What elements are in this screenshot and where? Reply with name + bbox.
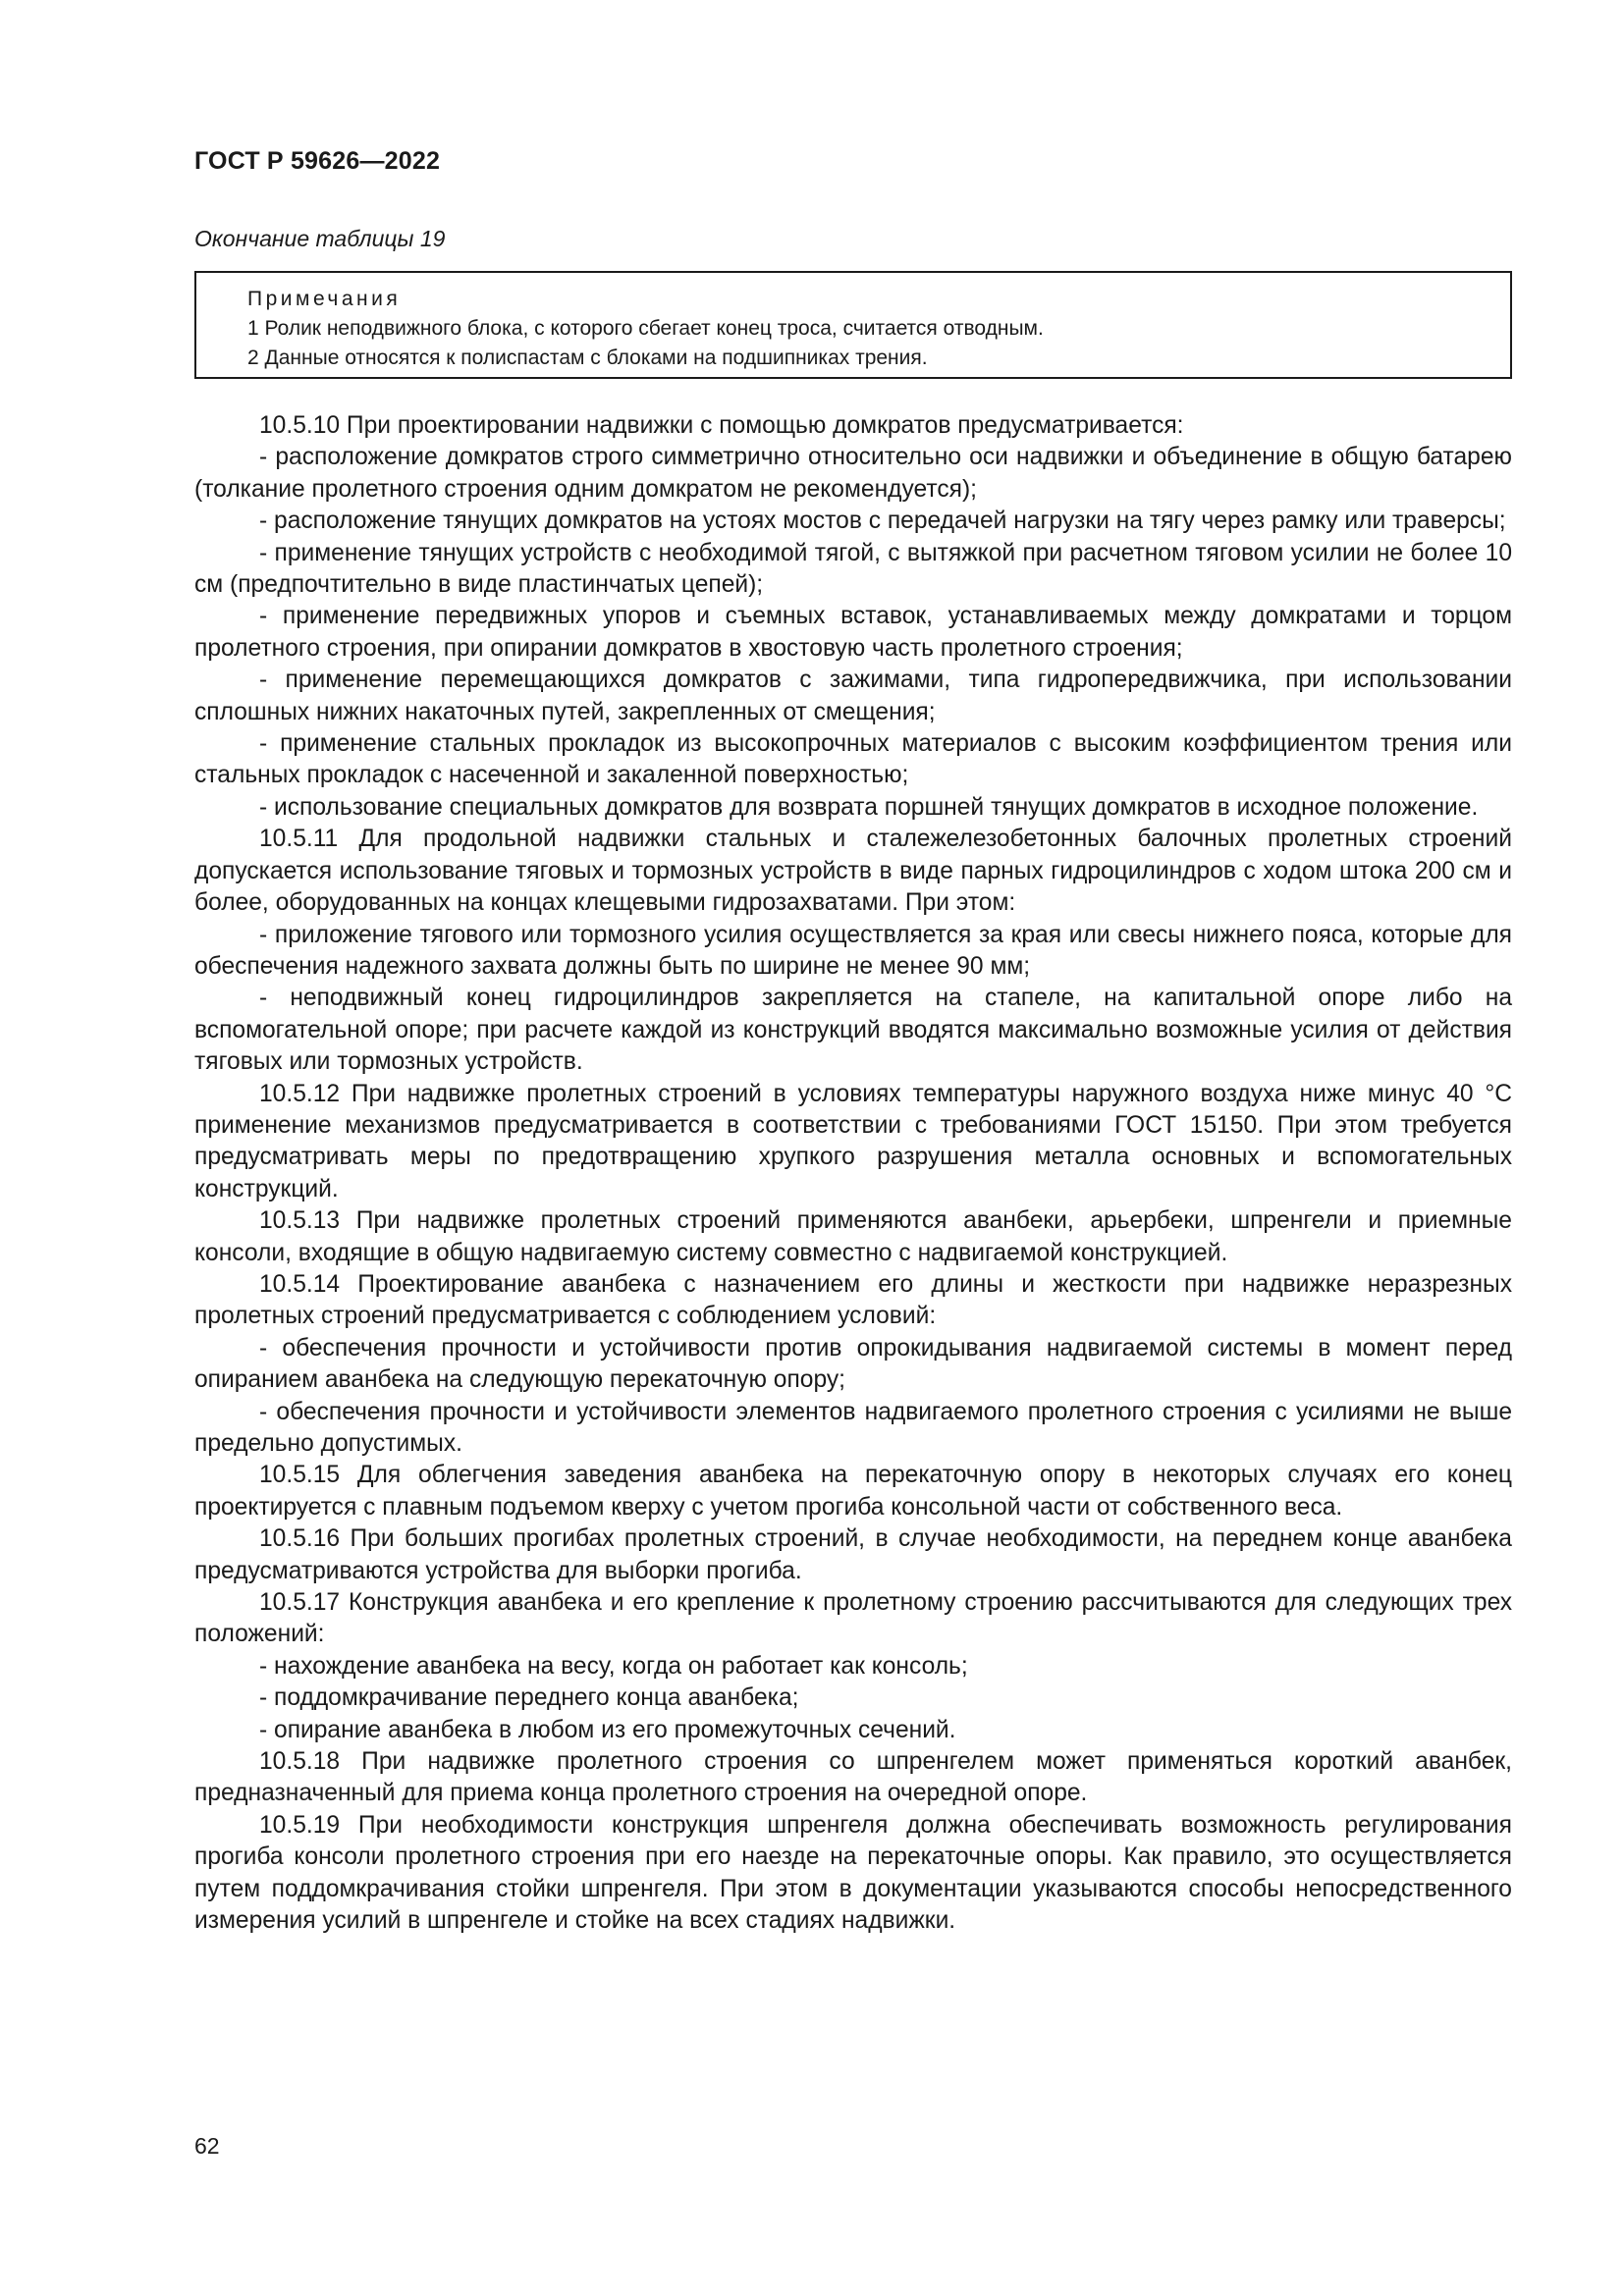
paragraph: 10.5.13 При надвижке пролетных строений применяются аванбеки, арьербеки, шпренгели и приемные консоли, входящие в общую надвигаемую систему совместно с надвигаемой конструкцией. [194, 1207, 1512, 1266]
paragraph: 10.5.17 Конструкция аванбека и его крепление к пролетному строению рассчитываются для следующих трех положений: [194, 1589, 1512, 1648]
paragraph: 10.5.12 При надвижке пролетных строений в условиях температуры наружного воздуха ниже минус 40 °C применение механизмов предусматривается в соответствии с требованиями ГОСТ 15150. При этом требуется предусматривать меры по предотвращению хрупкого разрушения металла основных и вспомогательных конструкций. [194, 1080, 1512, 1202]
table-continuation-caption: Окончание таблицы 19 [194, 226, 446, 251]
paragraph: 10.5.18 При надвижке пролетного строения со шпренгелем может применяться короткий аванбек, предназначенный для приема конца пролетного строения на очередной опоре. [194, 1748, 1512, 1807]
document-code-header: ГОСТ Р 59626—2022 [194, 147, 441, 175]
paragraph: - расположение домкратов строго симметрично относительно оси надвижки и объединение в общую батарею (толкание пролетного строения одним домкратом не рекомендуется); [194, 444, 1512, 503]
page-number: 62 [194, 2133, 220, 2159]
paragraph: - опирание аванбека в любом из его промежуточных сечений. [259, 1716, 956, 1743]
body-text [194, 410, 1512, 1938]
note-item: 2 Данные относятся к полиспастам с блоками на подшипниках трения. [247, 347, 928, 369]
paragraph: 10.5.11 Для продольной надвижки стальных и сталежелезобетонных балочных пролетных строений допускается использование тяговых и тормозных устройств в виде парных гидроцилиндров с ходом штока 200 см и более, оборудованных на концах клещевыми гидрозахватами. При этом: [194, 826, 1512, 917]
paragraph: - обеспечения прочности и устойчивости против опрокидывания надвигаемой системы в момент перед опиранием аванбека на следующую перекаточную опору; [194, 1334, 1512, 1394]
paragraph: - применение стальных прокладок из высокопрочных материалов с высоким коэффициентом трения или стальных прокладок с насеченной и закаленной поверхностью; [194, 730, 1512, 789]
paragraph: 10.5.10 При проектировании надвижки с помощью домкратов предусматривается: [259, 412, 1184, 439]
paragraph: 10.5.19 При необходимости конструкция шпренгеля должна обеспечивать возможность регулирования прогиба консоли пролетного строения при его наезде на перекаточные опоры. Как правило, это осуществляется путем поддомкрачивания стойки шпренгеля. При этом в документации указываются способы непосредственного измерения усилий в шпренгеле и стойке на всех стадиях надвижки. [194, 1811, 1512, 1935]
paragraph: - неподвижный конец гидроцилиндров закрепляется на стапеле, на капитальной опоре либо на вспомогательной опоре; при расчете каждой из конструкций вводятся максимально возможные усилия от действия тяговых или тормозных устройств. [194, 985, 1512, 1076]
paragraph: - обеспечения прочности и устойчивости элементов надвигаемого пролетного строения с усилиями не выше предельно допустимых. [194, 1398, 1512, 1457]
paragraph: - применение тянущих устройств с необходимой тягой, с вытяжкой при расчетном тяговом усилии не более 10 см (предпочтительно в виде пластинчатых цепей); [194, 539, 1512, 599]
paragraph: - расположение тянущих домкратов на устоях мостов с передачей нагрузки на тягу через рамку или траверсы; [259, 507, 1506, 535]
paragraph: - поддомкрачивание переднего конца аванбека; [259, 1684, 799, 1712]
paragraph: 10.5.14 Проектирование аванбека с назначением его длины и жесткости при надвижке неразрезных пролетных строений предусматривается с соблюдением условий: [194, 1270, 1512, 1330]
table-notes-box [194, 271, 1512, 379]
paragraph: - нахождение аванбека на весу, когда он работает как консоль; [259, 1652, 968, 1680]
paragraph: - использование специальных домкратов для возврата поршней тянущих домкратов в исходное положение. [259, 793, 1479, 821]
paragraph: - приложение тягового или тормозного усилия осуществляется за края или свесы нижнего пояса, которые для обеспечения надежного захвата должны быть по ширине не менее 90 мм; [194, 921, 1512, 980]
paragraph: 10.5.16 При больших прогибах пролетных строений, в случае необходимости, на переднем конце аванбека предусматриваются устройства для выборки прогиба. [194, 1525, 1512, 1584]
paragraph: 10.5.15 Для облегчения заведения аванбека на перекаточную опору в некоторых случаях его конец проектируется с плавным подъемом кверху с учетом прогиба консольной части от собственного веса. [194, 1462, 1512, 1521]
note-item: 1 Ролик неподвижного блока, с которого сбегает конец троса, считается отводным. [247, 317, 1044, 340]
notes-title: Примечания [247, 288, 402, 310]
paragraph: - применение передвижных упоров и съемных вставок, устанавливаемых между домкратами и торцом пролетного строения, при опирании домкратов в хвостовую часть пролетного строения; [194, 603, 1512, 662]
paragraph: - применение перемещающихся домкратов с зажимами, типа гидропередвижчика, при использовании сплошных нижних накаточных путей, закрепленных от смещения; [194, 667, 1512, 725]
